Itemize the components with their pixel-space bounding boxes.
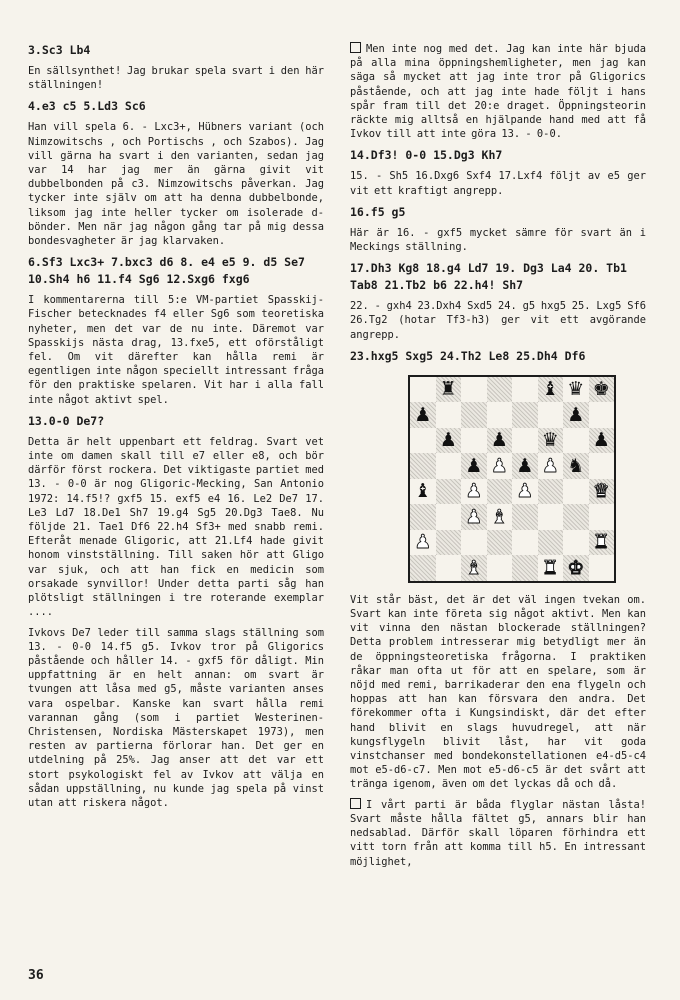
paragraph: I kommentarerna till 5:e VM-partiet Spasskij-Fischer betecknades f4 eller Sg6 som teoretiska nyheter, men det var de nu inte. Däremot var Spasskijs nästa drag, 13.fxe5, ett oförståligt fel. Om vit därefter kan hålla remi är egentligen inte någon speciellt intressant fråga för den praktiske spelaren. Vit har i alla fall inte något aktivt spel. (28, 294, 330, 406)
white-pawn-icon: ♟ (465, 505, 483, 528)
move-line: 13.0-0 De7? (28, 413, 105, 428)
paragraph: Här är 16. - gxf5 mycket sämre för svart än i Meckings ställning. (350, 226, 652, 254)
board-square (589, 428, 615, 454)
black-pawn-icon: ♟ (516, 454, 534, 477)
board-square (436, 555, 462, 581)
board-square (436, 504, 462, 530)
board-square (563, 453, 589, 479)
board-square (461, 555, 487, 581)
board-square (589, 504, 615, 530)
white-pawn-icon: ♟ (490, 454, 508, 477)
board-square (563, 428, 589, 454)
board-square (487, 402, 513, 428)
board-square (410, 555, 436, 581)
white-rook-icon: ♜ (592, 531, 610, 554)
board-square (410, 479, 436, 505)
board-square (410, 402, 436, 428)
board-square (436, 479, 462, 505)
white-bishop-icon: ♝ (490, 505, 508, 528)
black-bishop-icon: ♝ (541, 378, 559, 401)
move-line: 4.e3 c5 5.Ld3 Sc6 (28, 99, 146, 114)
board-square (512, 530, 538, 556)
board-square (461, 428, 487, 454)
white-bishop-icon: ♝ (465, 556, 483, 579)
white-rook-icon: ♜ (541, 556, 559, 579)
boxed-paragraph (350, 798, 652, 869)
board-square (589, 555, 615, 581)
white-queen-icon: ♛ (592, 480, 610, 503)
black-pawn-icon: ♟ (567, 403, 585, 426)
board-square (436, 428, 462, 454)
move-line: 16.f5 g5 (350, 204, 406, 219)
board-square (538, 453, 564, 479)
board-square (538, 555, 564, 581)
move-line: 14.Df3! 0-0 15.Dg3 Kh7 (350, 148, 503, 163)
board-square (461, 377, 487, 403)
black-pawn-icon: ♟ (465, 454, 483, 477)
black-pawn-icon: ♟ (439, 429, 457, 452)
black-queen-icon: ♛ (567, 378, 585, 401)
move-line: 23.hxg5 Sxg5 24.Th2 Le8 25.Dh4 Df6 (350, 348, 586, 363)
board-square (410, 453, 436, 479)
board-square (512, 479, 538, 505)
right-column-top (350, 42, 652, 365)
board-square (589, 453, 615, 479)
paragraph: Han vill spela 6. - Lxc3+, Hübners variant (och Nimzowitschs , och Portischs , och Szabos). Jag vill gärna ha svart i den varianten, sedan jag var 14 har jag mer än gärna givit vit dubbelbonden på c3. Nimzowitschs påverkan. Jag tycker inte själv om att ha denna dubbelbonde, liksom jag inte heller tycker om isolerade d-bönder. Men när jag någon gång tar på mig dessa bondesvagheter är jag klarvaken. (28, 121, 330, 248)
board-square (512, 402, 538, 428)
paragraph: Vit står bäst, det är det väl ingen tvekan om. Svart kan inte företa sig något aktivt. Men kan vit vinna den nästan blockerade ställningen? Detta problem intresserar mig betydligt mer än de öppningsteoretiska frågorna. I praktiken råkar man ofta ut för att en spelare, som är nöjd med remi, barrikaderar den ena flygeln och hoppas att han kan försvara den andra. Det förekommer ofta i Kungsindiskt, där det efter hand blivit en slags huvudregel, att när kungsflygeln blivit låst, har vit goda vinstchanser med bondekonstellationen e4-d5-c4 mot e5-d6-c7. Men mot e5-d6-c5 är det svårt att tränga igenom, även om det lyckas då och då. (350, 593, 652, 791)
board-square (487, 504, 513, 530)
board-square (589, 479, 615, 505)
board-square (538, 428, 564, 454)
board-square (461, 479, 487, 505)
left-column (28, 42, 330, 816)
white-pawn-icon: ♟ (516, 480, 534, 503)
paragraph-text: I vårt parti är båda flyglar nästan låsta! Svart måste hålla fältet g5, annars blir han nedsablad. Därför skall löparen förhindra ett vitt torn från att komma till h5. En intressant möjlighet, (350, 798, 652, 868)
paragraph-text: Men inte nog med det. Jag kan inte här bjuda på alla mina öppningshemligheter, men jag kan säga så mycket att jag inte tror på Gligorics påstående, och att jag inte hade följt i hans spår fram till det 20:e draget. Öppningsteorin räckte mig alltså en hjälpande hand med att få Ivkov till att inte göra 13. - 0-0. (350, 43, 652, 141)
paragraph: En sällsynthet! Jag brukar spela svart i den här ställningen! (28, 65, 330, 92)
board-square (410, 377, 436, 403)
board-square (512, 504, 538, 530)
board-square (461, 530, 487, 556)
board-square (512, 428, 538, 454)
board-square (589, 530, 615, 556)
move-line: 6.Sf3 Lxc3+ 7.bxc3 d6 8. e4 e5 9. d5 Se7 10.Sh4 h6 11.f4 Sg6 12.Sxg6 fxg6 (28, 255, 312, 287)
square-marker-icon (350, 798, 361, 809)
board-square (563, 402, 589, 428)
black-pawn-icon: ♟ (414, 403, 432, 426)
page-number: 36 (28, 968, 44, 983)
board-square (487, 530, 513, 556)
black-queen-icon: ♛ (541, 429, 559, 452)
boxed-paragraph (350, 42, 652, 141)
board-square (410, 504, 436, 530)
paragraph: Ivkovs De7 leder till samma slags ställning som 13. - 0-0 14.f5 g5. Ivkov tror på Gligorics påstående och håller 14. - gxf5 för dåligt. Min uppfattning är en helt annan: om svart är tvungen att låsa med g5, måste varianten anses vara ospelbar. Kanske kan svart hålla remi varannan gång (som i partiet Westerinen-Christensen, Nordiska Mästerskapet 1973), men resten av partierna förlorar han. Det ger en utdelning på 25%. Jag anser att det var ett stort psykologiskt fel av Ivkov att välja en sådan uppställning, nu kunde jag spela på vinst utan att riskera något. (28, 626, 330, 809)
black-pawn-icon: ♟ (592, 429, 610, 452)
board-square (487, 555, 513, 581)
board-square (461, 402, 487, 428)
board-square (538, 504, 564, 530)
board-square (461, 453, 487, 479)
black-rook-icon: ♜ (439, 378, 457, 401)
board-square (563, 504, 589, 530)
board-square (487, 428, 513, 454)
black-knight-icon: ♞ (567, 454, 585, 477)
black-bishop-icon: ♝ (414, 480, 432, 503)
board-square (487, 453, 513, 479)
right-column-bottom (350, 593, 652, 869)
board-square (512, 555, 538, 581)
right-column (350, 42, 652, 875)
board-square (538, 377, 564, 403)
black-king-icon: ♚ (592, 378, 610, 401)
board-square (487, 377, 513, 403)
board-square (461, 504, 487, 530)
white-pawn-icon: ♟ (414, 531, 432, 554)
board-square (538, 530, 564, 556)
board-square (589, 377, 615, 403)
move-line: 3.Sc3 Lb4 (28, 43, 91, 57)
board-square (436, 402, 462, 428)
board-square (512, 377, 538, 403)
white-king-icon: ♚ (567, 556, 585, 579)
chess-diagram (408, 375, 616, 583)
board-square (410, 428, 436, 454)
move-line: 17.Dh3 Kg8 18.g4 Ld7 19. Dg3 La4 20. Tb1 Tab8 21.Tb2 b6 22.h4! Sh7 (350, 261, 634, 293)
board-square (538, 402, 564, 428)
white-pawn-icon: ♟ (541, 454, 559, 477)
board-square (436, 453, 462, 479)
board-square (410, 530, 436, 556)
board-square (512, 453, 538, 479)
paragraph: 22. - gxh4 23.Dxh4 Sxd5 24. g5 hxg5 25. Lxg5 Sf6 26.Tg2 (hotar Tf3-h3) ger vit ett avgörande angrepp. (350, 300, 652, 341)
board-square (436, 377, 462, 403)
board-square (487, 479, 513, 505)
paragraph: 15. - Sh5 16.Dxg6 Sxf4 17.Lxf4 följt av e5 ger vit ett kraftigt angrepp. (350, 170, 652, 197)
board-square (436, 530, 462, 556)
board-square (589, 402, 615, 428)
square-marker-icon (350, 42, 361, 53)
board-square (563, 530, 589, 556)
white-pawn-icon: ♟ (465, 480, 483, 503)
board-square (538, 479, 564, 505)
board-square (563, 555, 589, 581)
board-square (563, 377, 589, 403)
board-square (563, 479, 589, 505)
paragraph: Detta är helt uppenbart ett feldrag. Svart vet inte om damen skall till e7 eller e8, och bör därför först rockera. Det viktigaste partiet med 13. - 0-0 är nog Gligoric-Mecking, San Antonio 1972: 14.f5!? gxf5 15. exf5 e4 16. Le2 De7 17. Le3 Ld7 18.De1 Sh7 19.g4 Sg5 20.Dg3 Tae8. Nu följde 21. Tae1 Df6 22.h4 Sf3+ med snabb remi. Efteråt menade Gligoric, att 21.Lf4 hade givit honom vinstställning. Till saken hör att Gligo var sjuk, och att han fick en medicin som orsakade synvillor! Under detta parti såg han plötsligt ställningen i tre roterande exemplar .... (28, 435, 330, 619)
black-pawn-icon: ♟ (490, 429, 508, 452)
